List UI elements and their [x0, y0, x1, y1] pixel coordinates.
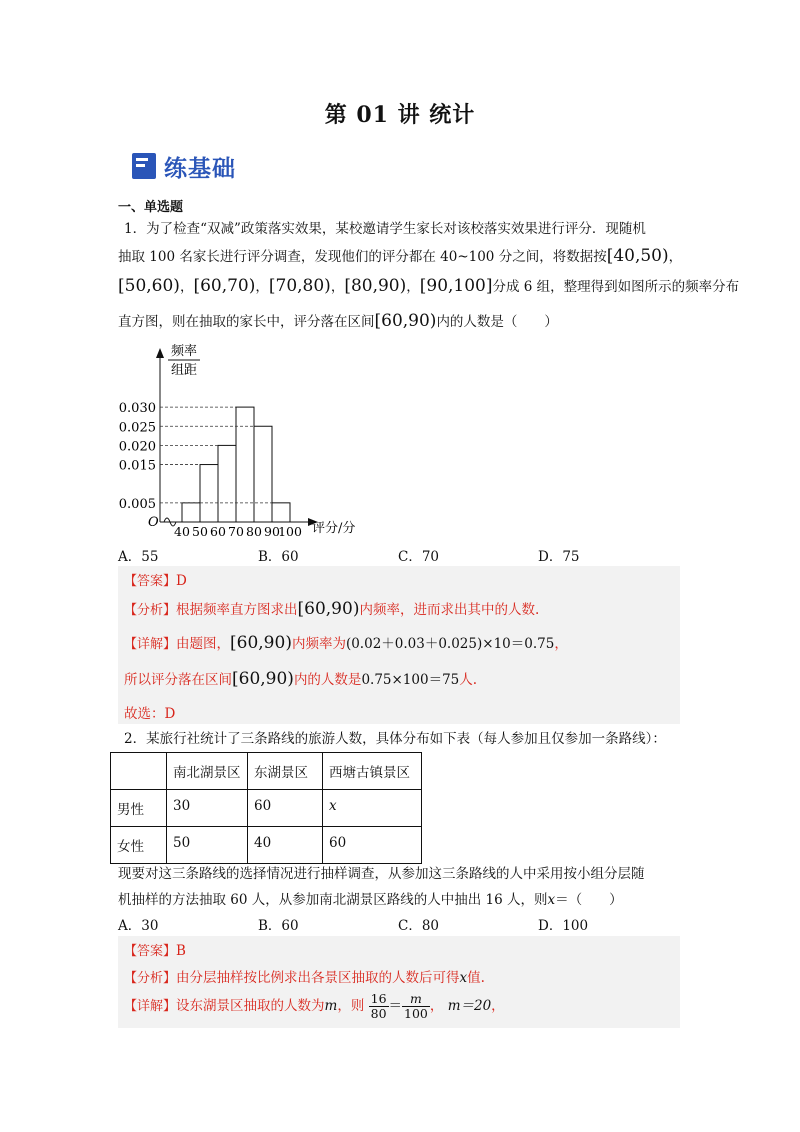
q1-line4-tail: 内的人数是（ ）	[436, 314, 558, 330]
q1-analysis-text: 根据频率直方图求出	[176, 602, 298, 618]
table-cell: 男性	[111, 790, 167, 827]
q2-analysis-var: x	[459, 970, 468, 986]
interval-60-70: [60,70)	[193, 276, 256, 296]
interval-80-90: [80,90)	[344, 276, 407, 296]
detail-tag: 【详解】	[124, 637, 177, 652]
analysis-tag: 【分析】	[124, 603, 177, 618]
histogram-bar-70-80	[236, 407, 254, 522]
q2-option-a[interactable]: A．30	[118, 918, 159, 934]
analysis-interval: [60,90)	[297, 599, 360, 619]
q1-line2-text: 抽取 100 名家长进行评分调查，发现他们的评分都在 40~100 分之间，将数据按	[118, 249, 607, 265]
detail2-interval: [60,90)	[232, 669, 294, 689]
histogram-bar-90-100	[272, 503, 290, 522]
interval-60-90: [60,90)	[374, 311, 437, 331]
table-cell: x	[323, 790, 422, 827]
x-tick-label: 80	[246, 524, 262, 539]
q2-line2: 现要对这三条路线的选择情况进行抽样调查，从参加这三条路线的人中采用按小组分层随	[118, 866, 645, 882]
analysis-tag: 【分析】	[124, 971, 177, 986]
interval-40-50: [40,50)	[606, 246, 669, 266]
q1-detail-line2	[124, 668, 477, 689]
q1-line3: [50,60)，[60,70)，[70,80)，[80,90)，[90,100]分成 6 组，整理得到如图所示的频率分布	[118, 276, 740, 296]
q2-detail-result: m＝20	[447, 998, 492, 1014]
x-tick-label: 50	[192, 524, 208, 539]
q2-analysis-end: 值.	[467, 970, 485, 986]
table-cell: 50	[167, 827, 248, 864]
histogram-bar-60-70	[218, 445, 236, 522]
q2-var-x: x	[547, 892, 556, 908]
table-header-row	[111, 753, 422, 790]
q2-line3-text: 机抽样的方法抽取 60 人，从参加南北湖景区路线的人中抽出 16 人，则	[118, 892, 548, 908]
q2-answer-box	[118, 936, 680, 1028]
y-axis-arrow	[156, 348, 164, 358]
q1-detail2-mid: 内的人数是	[293, 672, 362, 688]
y-tick-label: 0.025	[118, 420, 156, 436]
q1-detail-line	[124, 632, 568, 653]
q1-option-b[interactable]: B．60	[258, 549, 299, 565]
q1-line3-tail: 分成 6 组，整理得到如图所示的频率分布	[492, 279, 740, 295]
table-cell: 60	[323, 827, 422, 864]
table-cell: 南北湖景区	[167, 753, 248, 790]
equals-sign: ＝	[388, 998, 403, 1014]
fraction-denominator: 80	[370, 1006, 387, 1021]
q2-line1: 2．某旅行社统计了三条路线的旅游人数，具体分布如下表（每人参加且仅参加一条路线）：	[124, 731, 666, 747]
q2-line3-tail: ＝（ ）	[555, 892, 623, 908]
q2-detail-line	[124, 992, 505, 1021]
x-tick-label: 90	[264, 524, 280, 539]
fraction-m-100	[402, 992, 430, 1021]
fraction-numerator: m	[402, 992, 430, 1007]
table-cell: 西塘古镇景区	[323, 753, 422, 790]
fraction-16-80	[369, 992, 389, 1021]
q1-detail-text: 由题图，	[176, 636, 231, 652]
section-banner-text: 练基础	[164, 155, 236, 182]
answer-tag: 【答案】	[124, 944, 177, 959]
q1-line2: 抽取 100 名家长进行评分调查，发现他们的评分都在 40~100 分之间，将数据按[40,50)，	[118, 246, 683, 266]
histogram-bar-80-90	[254, 426, 272, 522]
q1-answer: D	[176, 573, 187, 589]
y-tick-label: 0.020	[118, 439, 156, 455]
q1-detail-end: ，	[554, 636, 568, 652]
q1-detail2-text: 所以评分落在区间	[124, 672, 232, 688]
y-tick-label: 0.015	[118, 458, 156, 474]
table-row	[111, 827, 422, 864]
q1-answer-box	[118, 566, 680, 724]
y-tick-label: 0.030	[118, 401, 156, 417]
interval-70-80: [70,80)	[268, 276, 331, 296]
q1-line4-head: 直方图，则在抽取的家长中，评分落在区间	[118, 314, 375, 330]
table-row	[111, 790, 422, 827]
q1-detail-mid: 内频率为	[291, 636, 346, 652]
frequency-histogram	[112, 342, 372, 542]
q2-detail-mid: ，则	[337, 998, 365, 1014]
q1-analysis-line	[124, 598, 539, 619]
route-table	[110, 752, 422, 864]
x-tick-label: 100	[278, 524, 302, 539]
page-title: 第 01 讲 统计	[324, 102, 476, 128]
y-label-denominator: 组距	[170, 363, 198, 378]
detail-tag: 【详解】	[124, 999, 177, 1014]
section-banner	[132, 150, 236, 182]
fraction-numerator: 16	[370, 991, 387, 1006]
table-cell: 女性	[111, 827, 167, 864]
detail-formula: (0.02＋0.03＋0.025)×10＝0.75	[345, 636, 555, 652]
x-tick-label: 70	[228, 524, 244, 539]
q2-detail-text: 设东湖景区抽取的人数为	[176, 998, 325, 1014]
q2-answer: B	[176, 943, 186, 959]
detail2-formula: 0.75×100＝75	[361, 672, 460, 688]
q1-answer-line	[124, 570, 187, 589]
q1-line1: 1．为了检查“双减”政策落实效果，某校邀请学生家长对该校落实效果进行评分．现随机	[124, 221, 646, 237]
q2-option-d[interactable]: D．100	[538, 918, 589, 934]
q2-option-b[interactable]: B．60	[258, 918, 299, 934]
q2-detail-comma: ，	[429, 998, 444, 1014]
q2-detail-var: m	[324, 998, 338, 1014]
origin-label: O	[148, 515, 159, 530]
histogram-bar-40-50	[182, 503, 200, 522]
table-cell: 40	[248, 827, 323, 864]
q2-line3	[118, 888, 623, 908]
interval-90-100: [90,100]	[419, 276, 493, 296]
interval-50-60: [50,60)	[118, 276, 180, 296]
table-cell: 30	[167, 790, 248, 827]
q1-option-c[interactable]: C．70	[398, 549, 440, 565]
q1-option-a[interactable]: A．55	[118, 549, 159, 565]
q1-analysis-text-end: 内频率，进而求出其中的人数.	[359, 602, 540, 618]
table-cell: 东湖景区	[248, 753, 323, 790]
q1-detail2-end: 人.	[459, 672, 478, 688]
table-cell	[111, 753, 167, 790]
q1-conclusion: 故选：D	[124, 706, 176, 722]
q2-answer-line	[124, 940, 186, 959]
q2-analysis-line	[124, 966, 485, 986]
q2-analysis-text: 由分层抽样按比例求出各景区抽取的人数后可得	[176, 970, 460, 986]
x-tick-label: 40	[174, 524, 190, 539]
x-axis-label: 评分/分	[312, 521, 356, 536]
answer-tag: 【答案】	[124, 574, 177, 589]
q1-option-d[interactable]: D．75	[538, 549, 580, 565]
q2-detail-end: ，	[491, 998, 505, 1014]
book-icon	[132, 153, 156, 179]
section-heading: 一、单选题	[118, 200, 184, 215]
detail-interval: [60,90)	[230, 633, 292, 653]
q1-line4	[118, 310, 558, 331]
x-tick-label: 60	[210, 524, 226, 539]
histogram-bar-50-60	[200, 465, 218, 522]
y-label-numerator: 频率	[170, 344, 198, 359]
y-tick-label: 0.005	[118, 496, 156, 512]
q2-option-c[interactable]: C．80	[398, 918, 440, 934]
table-cell: 60	[248, 790, 323, 827]
fraction-denominator: 100	[404, 1006, 428, 1021]
